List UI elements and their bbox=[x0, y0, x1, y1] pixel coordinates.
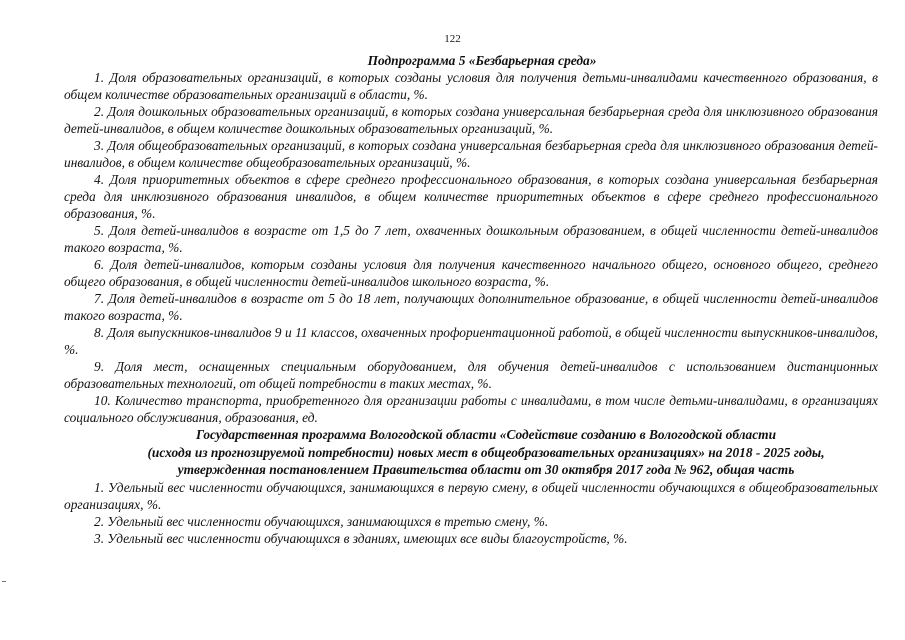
indicator-item: 2. Удельный вес численности обучающихся, занимающихся в третью смену, %. bbox=[94, 513, 549, 529]
indicator-item: 6. Доля детей-инвалидов, которым созданы условия для получения качественного начального общего, основного общего, среднего общего образования, в общей численности детей-инвалидов школьного возраста, %. bbox=[64, 257, 878, 289]
indicator-item: 1. Доля образовательных организаций, в которых созданы условия для получения детьми-инвалидами качественного образования, в общем количестве образовательных организаций в области, %. bbox=[64, 70, 878, 102]
indicator-item: 3. Удельный вес численности обучающихся в зданиях, имеющих все виды благоустройств, %. bbox=[94, 530, 628, 546]
program-heading-line: (исходя из прогнозируемой потребности) новых мест в общеобразовательных организациях» на 2018 - 2025 годы, bbox=[147, 444, 825, 460]
program-heading-line: Государственная программа Вологодской области «Содействие созданию в Вологодской области bbox=[195, 427, 777, 442]
margin-mark bbox=[2, 581, 6, 582]
indicator-item: 5. Доля детей-инвалидов в возрасте от 1,5 до 7 лет, охваченных дошкольным образованием, в общей численности детей-инвалидов такого возраста, %. bbox=[64, 223, 878, 255]
indicator-item: 9. Доля мест, оснащенных специальным оборудованием, для обучения детей-инвалидов с использованием дистанционных образовательных технологий, от общей потребности в таких местах, %. bbox=[64, 359, 878, 391]
page-number: 122 bbox=[444, 33, 461, 45]
indicator-item: 2. Доля дошкольных образовательных организаций, в которых создана универсальная безбарьерная среда для инклюзивного образования детей-инвалидов, в общем количестве дошкольных образовательных организаций, %. bbox=[64, 104, 878, 136]
indicator-item: 7. Доля детей-инвалидов в возрасте от 5 до 18 лет, получающих дополнительное образование, в общей численности детей-инвалидов такого возраста, %. bbox=[64, 291, 878, 323]
indicator-item: 8. Доля выпускников-инвалидов 9 и 11 классов, охваченных профориентационной работой, в общей численности выпускников-инвалидов, %. bbox=[64, 325, 878, 357]
indicator-item: 3. Доля общеобразовательных организаций, в которых создана универсальная безбарьерная среда для инклюзивного образования детей-инвалидов, в общем количестве общеобразовательных организаций, %. bbox=[64, 138, 878, 170]
indicator-item: 1. Удельный вес численности обучающихся, занимающихся в первую смену, в общей численности обучающихся в общеобразовательных организациях, %. bbox=[64, 479, 878, 512]
subprogram-heading: Подпрограмма 5 «Безбарьерная среда» bbox=[367, 53, 597, 68]
indicator-item: 4. Доля приоритетных объектов в сфере среднего профессионального образования, в которых создана универсальная безбарьерная среда для инклюзивного образования инвалидов, в общем количестве приоритетных объектов в сфере среднего профессионального образования, %. bbox=[64, 172, 878, 221]
program-heading bbox=[64, 426, 878, 479]
document-body bbox=[64, 52, 878, 547]
program-heading-line: утвержденная постановлением Правительства области от 30 октября 2017 года № 962, общая часть bbox=[177, 462, 795, 477]
indicator-item: 10. Количество транспорта, приобретенного для организации работы с инвалидами, в том числе детьми-инвалидами, в организациях социального обслуживания, образования, ед. bbox=[64, 393, 878, 425]
